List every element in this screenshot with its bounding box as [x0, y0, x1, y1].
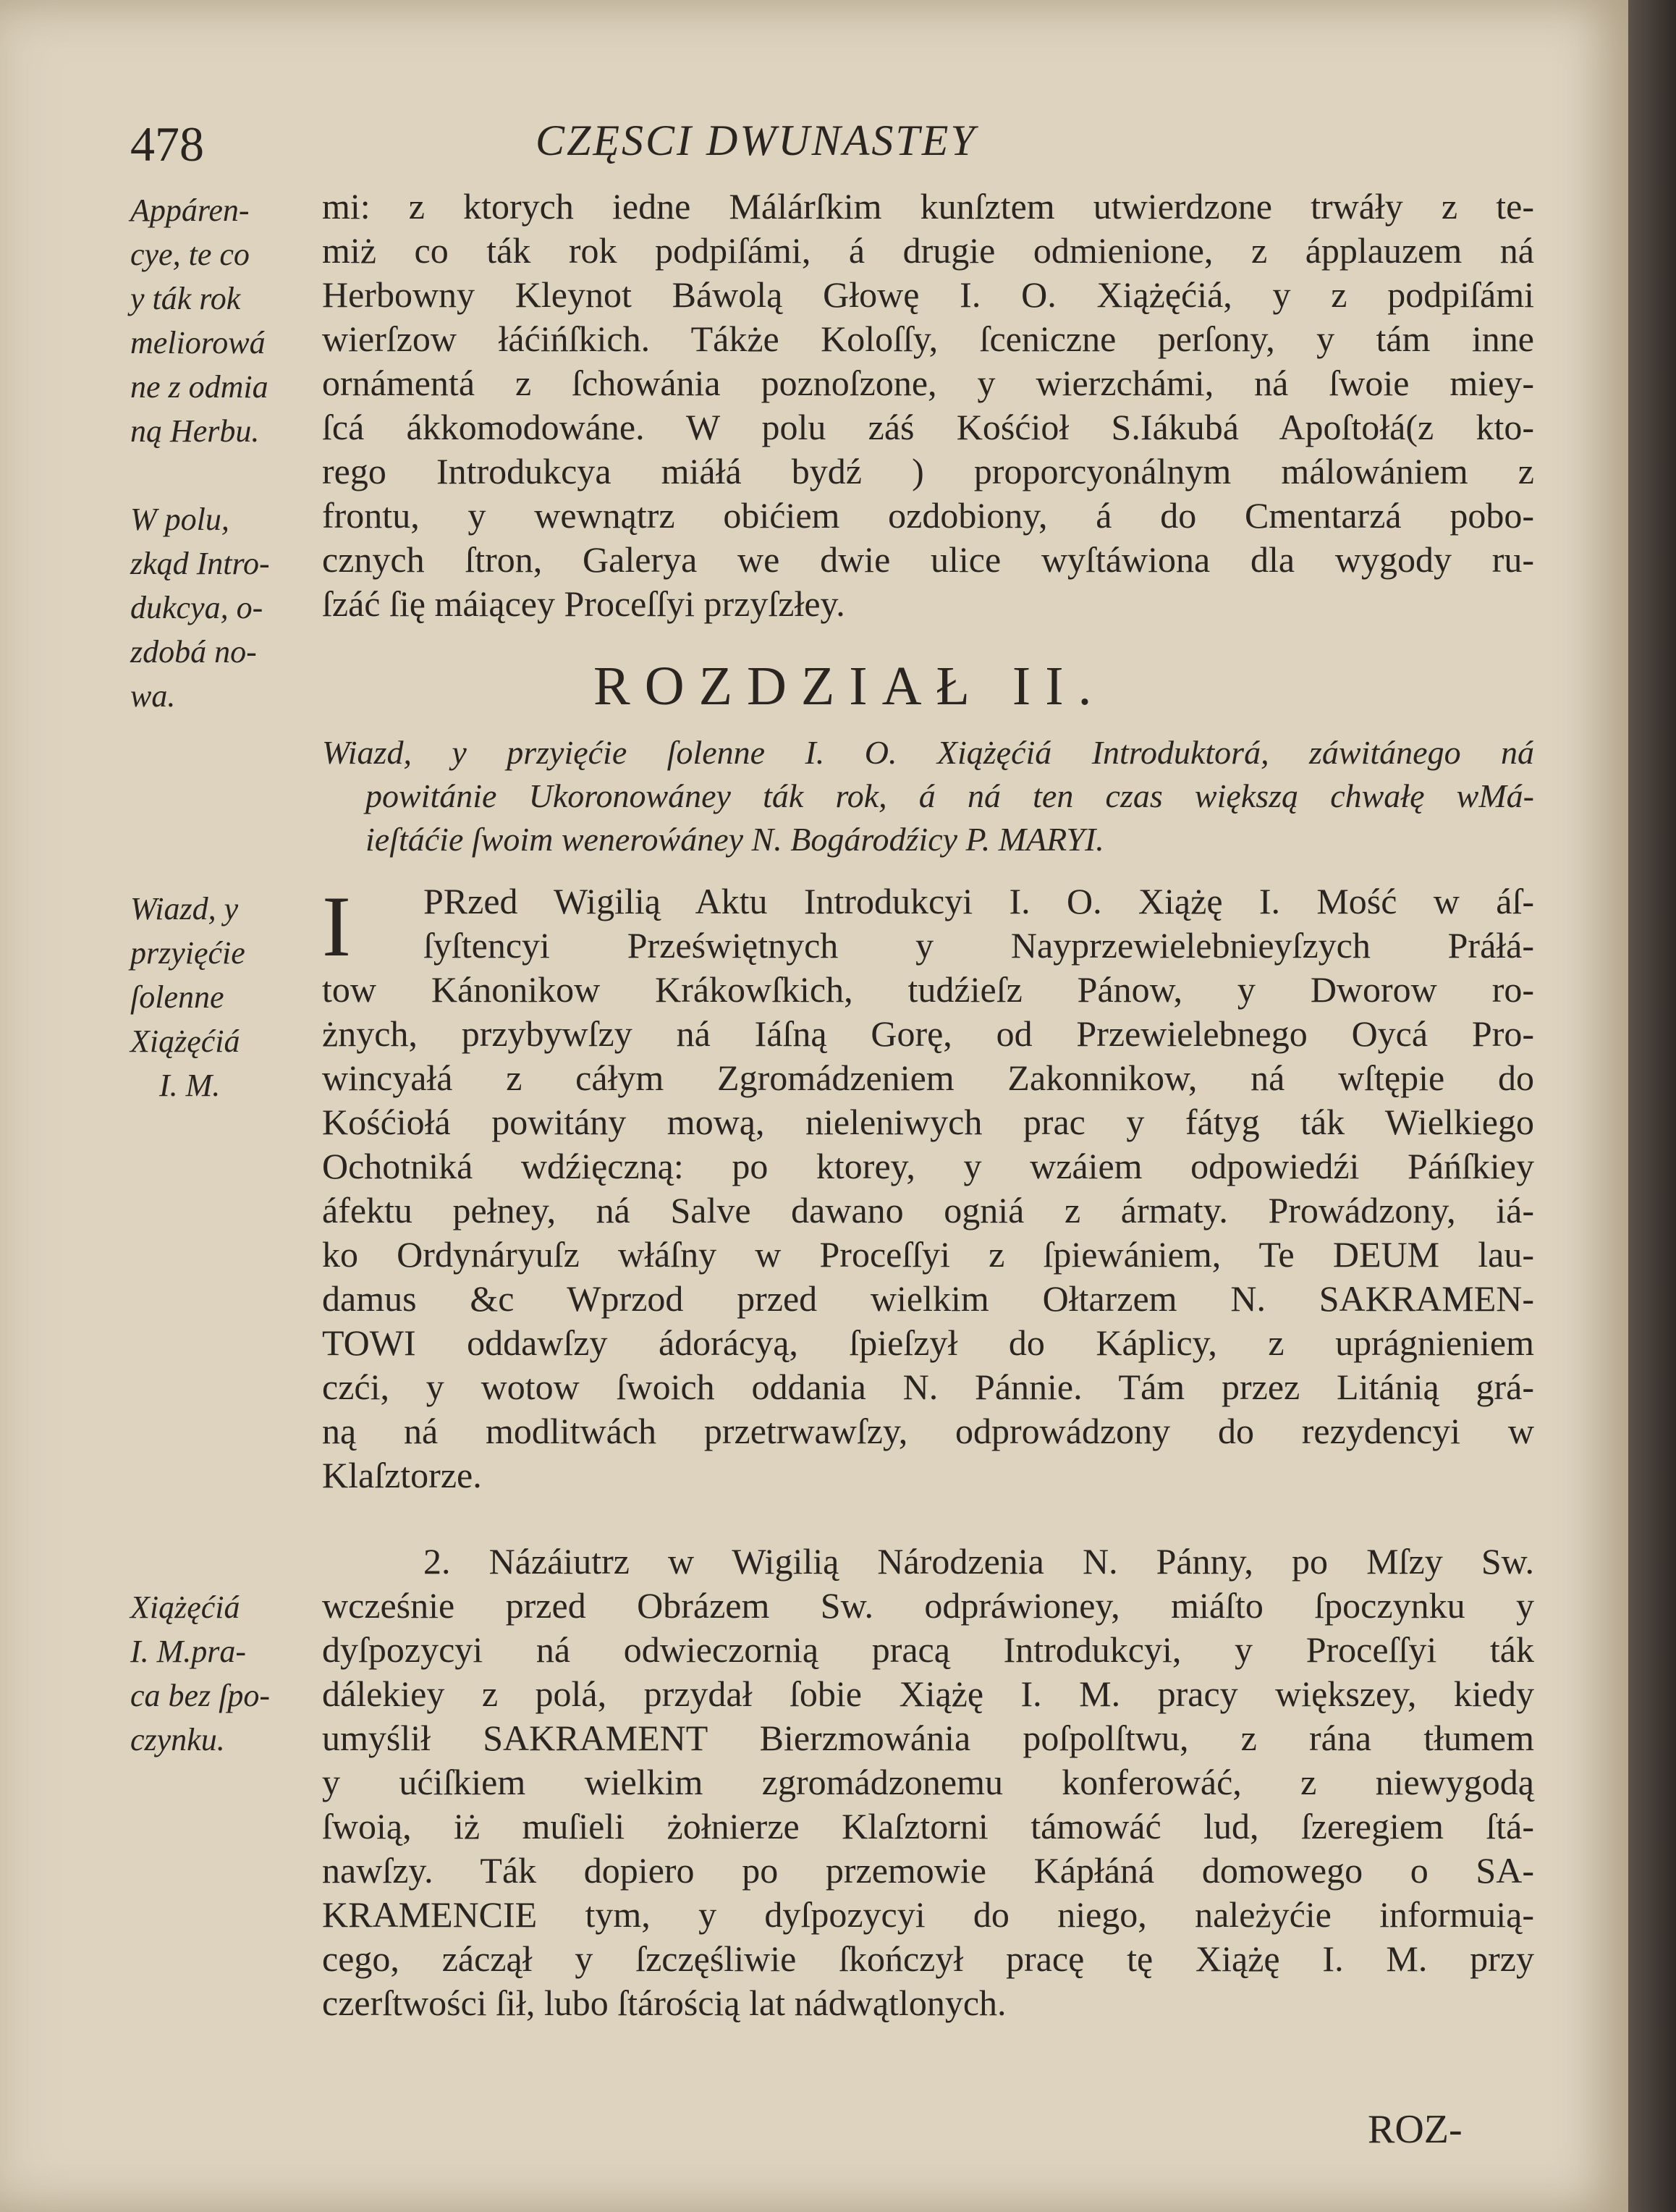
- text-line: dálekiey z polá, przydał ſobie Xiążę I. M. pracy większey, kiedy: [322, 1673, 1534, 1714]
- text-line: damus &c Wprzod przed wielkim Ołtarzem N. SAKRAMEN-: [322, 1278, 1534, 1319]
- text-line: ornámentá z ſchowánia poznoſzone, y wierzchámi, ná ſwoie miey-: [322, 363, 1534, 403]
- margin-line: Xiążęćiá: [130, 1590, 240, 1625]
- text-line: TOWI oddawſzy ádorácyą, ſpieſzył do Káplicy, z uprágnieniem: [322, 1322, 1534, 1363]
- margin-line: zkąd Intro-: [130, 546, 270, 581]
- text-line: ſyſtencyi Przeświętnych y Nayprzewielebnieyſzych Práłá-: [423, 925, 1534, 966]
- text-line: frontu, y wewnątrz obićiem ozdobiony, á do Cmentarzá pobo-: [322, 495, 1534, 536]
- margin-line: ſolenne: [130, 979, 224, 1015]
- margin-line: Wiazd, y: [130, 891, 239, 926]
- page-header: [130, 116, 1520, 181]
- margin-line: y ták rok: [130, 281, 241, 316]
- summary-line: ieſtáćie ſwoim weneroẃáney N. Bogárodźicy P. MARYI.: [365, 821, 1104, 858]
- margin-line: W polu,: [130, 502, 229, 537]
- margin-line: meliorowá: [130, 325, 266, 360]
- text-line: rego Introdukcya miáłá bydź ) proporcyonálnym málowániem z: [322, 451, 1534, 491]
- margin-line: I. M.: [159, 1068, 221, 1103]
- margin-line: Xiążęćiá: [130, 1023, 240, 1059]
- margin-line: zdobá no-: [130, 634, 257, 670]
- margin-note-2: [130, 887, 311, 1107]
- margin-line: cye, te co: [130, 237, 250, 272]
- text-line: KRAMENCIE tym, y dyſpozycyi do niego, należyćie informuią-: [322, 1894, 1534, 1935]
- margin-line: ną Herbu.: [130, 413, 260, 449]
- text-line: Ochotniká wdźięczną: po ktorey, y wzáiem odpowiedźi Páńſkiey: [322, 1146, 1534, 1186]
- text-line: czerſtwości ſił, lubo ſtárością lat nádwątlonych.: [322, 1983, 1007, 2023]
- text-line: nawſzy. Ták dopiero po przemowie Kápłáná domowego o SA-: [322, 1850, 1534, 1891]
- text-line: tow Kánonikow Krákowſkich, tudźieſz Pánow, y Dworow ro-: [322, 969, 1534, 1010]
- text-line: 2. Názáiutrz w Wigilią Národzenia N. Pánny, po Mſzy Sw.: [423, 1541, 1534, 1582]
- text-line: wcześnie przed Obrázem Sw. odpráwioney, miáſto ſpoczynku y: [322, 1585, 1534, 1626]
- text-line: áfektu pełney, ná Salve dawano ogniá z ármaty. Prowádzony, iá-: [322, 1190, 1534, 1230]
- text-line: mi: z ktorych iedne Málárſkim kunſztem utwierdzone trwáły z te-: [322, 186, 1534, 227]
- body-text-1: [322, 185, 1534, 626]
- text-line: ſwoią, iż muſieli żołnierze Klaſztorni támowáć lud, ſzeregiem ſtá-: [322, 1806, 1534, 1846]
- margin-line: I. M.pra-: [130, 1634, 247, 1669]
- margin-note-1: [130, 188, 311, 718]
- text-line: umyślił SAKRAMENT Bierzmowánia poſpolſtwu, z rána tłumem: [322, 1718, 1534, 1758]
- drop-capital: I: [322, 878, 351, 974]
- text-line: wincyałá z cáłym Zgromádzeniem Zakonnikow, ná wſtępie do: [322, 1058, 1534, 1098]
- text-line: Klaſztorze.: [322, 1455, 482, 1495]
- catchword: ROZ-: [1368, 2107, 1463, 2152]
- text-line: cego, záczął y ſzczęśliwie ſkończył pracę tę Xiążę I. M. przy: [322, 1938, 1534, 1979]
- margin-line: wa.: [130, 678, 176, 714]
- text-line: y ućiſkiem wielkim zgromádzonemu konferowáć, z niewygodą: [322, 1762, 1534, 1802]
- summary-line: Wiazd, y przyięćie ſolenne I. O. Xiążęćiá Introduktorá, záwitánego ná: [322, 734, 1534, 771]
- text-line: ną ná modlitwách przetrwawſzy, odprowádzony do rezydencyi w: [322, 1411, 1534, 1451]
- page-number: 478: [130, 117, 204, 172]
- chapter-title: ROZDZIAŁ II.: [593, 656, 1106, 717]
- text-line: ſzáć ſię máiącey Proceſſyi przyſzłey.: [322, 583, 845, 624]
- summary-line: powitánie Ukoronowáney ták rok, á ná ten czas większą chwałę wMá-: [365, 777, 1534, 814]
- margin-line: czynku.: [130, 1722, 225, 1757]
- text-line: Kośćiołá powitány mową, nieleniwych prac y fátyg ták Wielkiego: [322, 1102, 1534, 1142]
- text-line: żnych, przybywſzy ná Iáſną Gorę, od Przewielebnego Oycá Pro-: [322, 1013, 1534, 1054]
- text-line: wierſzow łáćińſkich. Tákże Koloſſy, ſceniczne perſony, y tám inne: [322, 318, 1534, 359]
- book-binding-edge: [1628, 0, 1676, 2212]
- text-line: cznych ſtron, Galerya we dwie ulice wyſtáwiona dla wygody ru-: [322, 539, 1534, 580]
- margin-line: ca bez ſpo-: [130, 1678, 271, 1713]
- text-line: ſcá ákkomodowáne. W polu záś Kośćioł S.Iákubá Apoſtołá(z kto-: [322, 407, 1534, 447]
- text-line: miż co ták rok podpiſámi, á drugie odmienione, z ápplauzem ná: [322, 230, 1534, 271]
- running-title: CZĘSCI DWUNASTEY: [536, 117, 977, 164]
- body-text-2: [322, 879, 1534, 1498]
- margin-line: Appáren-: [130, 193, 250, 228]
- margin-line: przyięćie: [130, 935, 245, 971]
- text-line: ko Ordynáryuſz włáſny w Proceſſyi z ſpiewániem, Te DEUM lau-: [322, 1234, 1534, 1275]
- margin-note-3: [130, 1585, 311, 1762]
- text-line: dyſpozycyi ná odwieczornią pracą Introdukcyi, y Proceſſyi ták: [322, 1629, 1534, 1670]
- text-line: Herbowny Kleynot Báwolą Głowę I. O. Xiążęćiá, y z podpiſámi: [322, 274, 1534, 315]
- text-line: PRzed Wigilią Aktu Introdukcyi I. O. Xiążę I. Mość w áſ-: [423, 881, 1534, 921]
- margin-line: [130, 453, 311, 497]
- chapter-summary: [322, 731, 1534, 861]
- margin-line: dukcya, o-: [130, 590, 263, 625]
- text-line: czći, y wotow ſwoich oddania N. Pánnie. Tám przez Litánią grá-: [322, 1367, 1534, 1407]
- body-text-3: [322, 1540, 1534, 2025]
- margin-line: ne z odmia: [130, 369, 268, 405]
